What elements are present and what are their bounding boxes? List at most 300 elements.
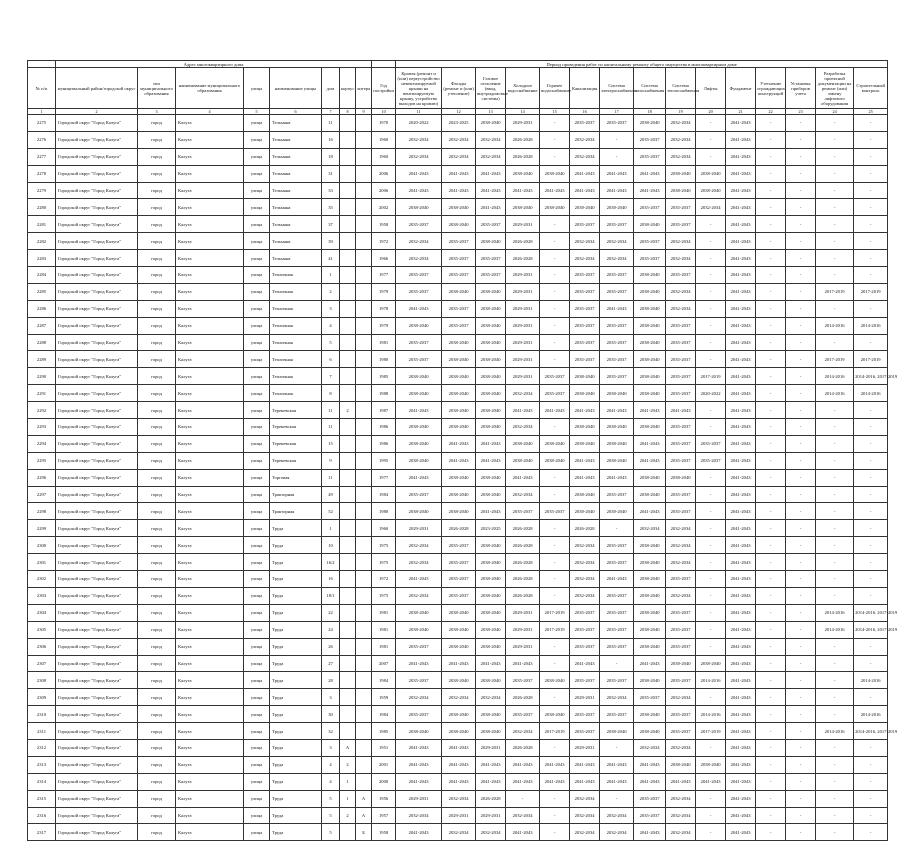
table-cell: - <box>696 638 726 655</box>
table-cell: улица <box>244 199 270 216</box>
table-cell: - <box>786 115 816 132</box>
table-cell: 2035-2037 <box>396 486 442 503</box>
table-cell: Калуга <box>176 689 244 706</box>
table-cell: - <box>786 486 816 503</box>
table-cell <box>356 587 372 604</box>
table-cell <box>356 756 372 773</box>
table-cell: - <box>854 824 888 841</box>
table-cell: 2035-2037 <box>570 267 600 284</box>
table-cell: - <box>786 587 816 604</box>
table-cell: 4 <box>322 756 340 773</box>
table-cell: - <box>786 435 816 452</box>
table-cell: 2035-2037 <box>600 604 634 621</box>
table-cell: 2035-2037 <box>666 334 696 351</box>
table-cell: 2032-2034 <box>570 537 600 554</box>
table-cell: 2041-2043 <box>726 723 756 740</box>
table-cell: 2041-2043 <box>634 165 666 182</box>
column-header: Установка приборов учета <box>786 68 816 109</box>
row-number-cell: 2312 <box>28 739 56 756</box>
table-cell: - <box>756 655 786 672</box>
table-cell: улица <box>244 554 270 571</box>
table-cell: 2014-2016 <box>854 706 888 723</box>
row-number-cell: 2308 <box>28 672 56 689</box>
table-cell <box>340 503 356 520</box>
column-header: Год постройки <box>372 68 396 109</box>
table-row <box>28 807 888 824</box>
table-cell: - <box>854 587 888 604</box>
table-cell: Городской округ "Город Калуга" <box>56 165 138 182</box>
table-cell <box>356 689 372 706</box>
table-cell: 2041-2043 <box>634 435 666 452</box>
table-cell: 2035-2037 <box>696 452 726 469</box>
row-number-cell: 2309 <box>28 689 56 706</box>
table-cell: город <box>138 571 176 588</box>
table-cell: - <box>540 216 570 233</box>
table-cell: Городской округ "Город Калуга" <box>56 604 138 621</box>
table-cell: - <box>816 216 854 233</box>
table-cell: 2035-2037 <box>666 368 696 385</box>
table-cell: Калуга <box>176 402 244 419</box>
table-cell: 2038-2040 <box>666 182 696 199</box>
table-cell: город <box>138 689 176 706</box>
table-cell: - <box>786 638 816 655</box>
table-cell: Труда <box>270 655 322 672</box>
table-cell: 2038-2040 <box>442 503 476 520</box>
table-cell <box>340 520 356 537</box>
table-cell: 2041-2043 <box>506 469 540 486</box>
table-cell: 2038-2040 <box>666 469 696 486</box>
table-cell: город <box>138 554 176 571</box>
table-row <box>28 706 888 723</box>
table-cell: 2041-2043 <box>726 807 756 824</box>
table-cell: Городской округ "Город Калуга" <box>56 131 138 148</box>
table-cell <box>340 115 356 132</box>
table-cell: - <box>786 503 816 520</box>
row-number-cell: 2313 <box>28 756 56 773</box>
table-cell: 2035-2037 <box>666 317 696 334</box>
table-cell <box>356 435 372 452</box>
table-cell: 2041-2043 <box>600 571 634 588</box>
table-cell: 2035-2037 <box>442 300 476 317</box>
table-cell <box>356 537 372 554</box>
table-cell: - <box>786 739 816 756</box>
table-cell: 2038-2040 <box>442 334 476 351</box>
column-number: 22 <box>756 109 786 115</box>
table-cell: 37 <box>322 216 340 233</box>
column-number: 2 <box>56 109 138 115</box>
table-cell: Калуга <box>176 672 244 689</box>
table-cell: Калуга <box>176 520 244 537</box>
table-cell: - <box>854 165 888 182</box>
table-cell: - <box>854 115 888 132</box>
table-cell: 2035-2037 <box>666 435 696 452</box>
table-cell: 2038-2040 <box>634 283 666 300</box>
table-cell: 2032-2034 <box>570 807 600 824</box>
table-cell <box>340 621 356 638</box>
table-cell: 2038-2040 <box>476 571 506 588</box>
table-cell: - <box>816 503 854 520</box>
table-cell: 2041-2043 <box>634 452 666 469</box>
table-cell: 5 <box>322 807 340 824</box>
table-cell: улица <box>244 773 270 790</box>
table-cell: Калуга <box>176 250 244 267</box>
table-cell: - <box>786 807 816 824</box>
table-cell: 2041-2043 <box>726 537 756 554</box>
table-cell: - <box>756 435 786 452</box>
table-cell: 1980 <box>372 503 396 520</box>
table-cell: - <box>756 756 786 773</box>
table-cell: 2041-2043 <box>396 571 442 588</box>
table-cell: 2041-2043 <box>442 435 476 452</box>
row-number-cell: 2288 <box>28 334 56 351</box>
table-cell: 2041-2043 <box>600 300 634 317</box>
table-cell: 2035-2037 <box>570 283 600 300</box>
column-header: Холодное водоснабжение <box>506 68 540 109</box>
table-cell <box>340 587 356 604</box>
table-cell: 2038-2040 <box>634 300 666 317</box>
table-cell: 7 <box>322 368 340 385</box>
table-cell: 2035-2037 <box>396 638 442 655</box>
table-cell: 1 <box>322 267 340 284</box>
table-cell: - <box>756 419 786 436</box>
table-row <box>28 638 888 655</box>
table-cell: Труда <box>270 706 322 723</box>
table-cell: 2032-2034 <box>396 148 442 165</box>
table-cell: - <box>786 368 816 385</box>
row-number-cell: 2300 <box>28 537 56 554</box>
table-cell: - <box>696 587 726 604</box>
row-number-cell: 2276 <box>28 131 56 148</box>
table-cell: Калуга <box>176 655 244 672</box>
table-cell <box>340 638 356 655</box>
table-cell: улица <box>244 283 270 300</box>
table-row <box>28 604 888 621</box>
table-cell: 2038-2040 <box>442 216 476 233</box>
table-cell <box>356 503 372 520</box>
table-cell: Тепличная <box>270 368 322 385</box>
table-cell: 2035-2037 <box>396 216 442 233</box>
row-number-cell: 2292 <box>28 402 56 419</box>
table-cell: 2029-2031 <box>506 638 540 655</box>
table-cell: 2041-2043 <box>726 267 756 284</box>
table-cell: 2035-2037 <box>696 435 726 452</box>
table-cell: 11 <box>322 419 340 436</box>
table-cell <box>340 452 356 469</box>
table-cell: 2014-2016, 2017-2019 <box>854 368 888 385</box>
table-cell: 2038-2040 <box>396 435 442 452</box>
table-cell: 2029-2031 <box>570 689 600 706</box>
table-row <box>28 267 888 284</box>
table-cell: 2035-2037 <box>442 554 476 571</box>
table-cell: 2038-2040 <box>600 452 634 469</box>
table-cell: 2029-2031 <box>506 317 540 334</box>
table-cell: 11 <box>322 115 340 132</box>
table-cell: 2 <box>340 807 356 824</box>
table-cell: 2035-2037 <box>396 706 442 723</box>
table-cell: 2032-2034 <box>396 807 442 824</box>
table-cell: 2032-2034 <box>666 807 696 824</box>
table-cell <box>356 148 372 165</box>
table-cell: 2032-2034 <box>570 571 600 588</box>
table-cell: 2035-2037 <box>666 199 696 216</box>
column-header: Система газоснабжения <box>634 68 666 109</box>
table-cell: - <box>786 723 816 740</box>
table-cell: 2041-2043 <box>726 503 756 520</box>
column-number: 8 <box>340 109 356 115</box>
row-number-cell: 2294 <box>28 435 56 452</box>
table-cell: - <box>786 148 816 165</box>
table-cell: - <box>816 165 854 182</box>
table-cell: - <box>786 419 816 436</box>
table-cell: 2038-2040 <box>634 621 666 638</box>
table-cell: 2026-2028 <box>506 148 540 165</box>
table-cell: 2041-2043 <box>506 182 540 199</box>
table-cell: улица <box>244 520 270 537</box>
table-cell <box>356 486 372 503</box>
table-cell: - <box>756 672 786 689</box>
table-cell: 2038-2040 <box>476 537 506 554</box>
table-cell: улица <box>244 216 270 233</box>
table-cell: 2035-2037 <box>570 216 600 233</box>
table-cell: город <box>138 267 176 284</box>
table-cell: улица <box>244 233 270 250</box>
table-cell: 2029-2031 <box>506 351 540 368</box>
table-cell: 2038-2040 <box>442 469 476 486</box>
table-cell: Калуга <box>176 182 244 199</box>
table-cell: 2032-2034 <box>666 587 696 604</box>
table-cell: 1975 <box>372 554 396 571</box>
table-cell: - <box>696 621 726 638</box>
table-cell: - <box>756 250 786 267</box>
table-cell: 2020-2022 <box>696 385 726 402</box>
table-cell: - <box>816 233 854 250</box>
table-row <box>28 790 888 807</box>
table-cell: Городской округ "Город Калуга" <box>56 571 138 588</box>
group-header-periods: Период проведения работ по капитальному ремонту общего имущества в многоквартирном доме <box>396 61 888 68</box>
table-cell: 2035-2037 <box>634 199 666 216</box>
table-cell: - <box>696 267 726 284</box>
table-cell: 2017-2019 <box>696 723 726 740</box>
column-number: 24 <box>816 109 854 115</box>
table-cell: Калуга <box>176 233 244 250</box>
table-cell: 1975 <box>372 537 396 554</box>
table-cell: город <box>138 638 176 655</box>
table-cell: - <box>540 351 570 368</box>
table-cell: 2041-2043 <box>476 655 506 672</box>
table-cell: 2035-2037 <box>396 267 442 284</box>
table-cell: 2035-2037 <box>570 672 600 689</box>
row-number-cell: 2283 <box>28 250 56 267</box>
table-cell: 2029-2031 <box>506 621 540 638</box>
table-cell: 1951 <box>372 739 396 756</box>
table-cell: 1960 <box>372 131 396 148</box>
table-cell: - <box>816 638 854 655</box>
table-cell: улица <box>244 571 270 588</box>
table-cell: - <box>756 807 786 824</box>
table-cell: 2041-2043 <box>476 435 506 452</box>
table-cell: 2038-2040 <box>476 621 506 638</box>
table-cell: 2041-2043 <box>726 131 756 148</box>
table-cell <box>340 824 356 841</box>
table-cell: 2041-2043 <box>726 621 756 638</box>
table-cell: 2041-2043 <box>476 503 506 520</box>
table-cell: 2032-2034 <box>506 723 540 740</box>
table-cell: улица <box>244 334 270 351</box>
table-cell: - <box>696 790 726 807</box>
table-cell: 2038-2040 <box>570 385 600 402</box>
table-cell: Тепличная <box>270 267 322 284</box>
table-cell: 2032-2034 <box>396 587 442 604</box>
table-cell: - <box>696 419 726 436</box>
table-cell: 2035-2037 <box>476 267 506 284</box>
column-number: 11 <box>396 109 442 115</box>
table-cell: город <box>138 452 176 469</box>
row-number-cell: 2275 <box>28 115 56 132</box>
table-cell: 2017-2019 <box>854 283 888 300</box>
table-cell: 2038-2040 <box>396 723 442 740</box>
table-cell: - <box>854 216 888 233</box>
table-cell: 2029-2031 <box>506 334 540 351</box>
table-cell: - <box>786 131 816 148</box>
table-cell: 2041-2043 <box>506 773 540 790</box>
table-cell: - <box>756 689 786 706</box>
table-cell: 2035-2037 <box>600 368 634 385</box>
column-header: муниципальный район/городской округ <box>56 68 138 109</box>
table-cell: Калуга <box>176 824 244 841</box>
table-cell: - <box>816 115 854 132</box>
table-cell: - <box>756 503 786 520</box>
table-cell: Калуга <box>176 790 244 807</box>
table-cell: - <box>600 790 634 807</box>
table-cell: 2035-2037 <box>634 790 666 807</box>
table-cell <box>356 115 372 132</box>
table-cell: 1960 <box>372 148 396 165</box>
table-cell: 2038-2040 <box>634 486 666 503</box>
row-number-cell: 2287 <box>28 317 56 334</box>
table-cell: 2041-2043 <box>506 824 540 841</box>
table-cell: 2035-2037 <box>570 706 600 723</box>
table-cell: 2038-2040 <box>476 385 506 402</box>
table-cell: - <box>506 790 540 807</box>
table-cell: город <box>138 469 176 486</box>
row-number-cell: 2278 <box>28 165 56 182</box>
table-cell: 2035-2037 <box>600 317 634 334</box>
table-cell: Тепличная <box>270 300 322 317</box>
table-cell: 2038-2040 <box>442 283 476 300</box>
table-cell: 2041-2043 <box>570 402 600 419</box>
table-cell: 2041-2043 <box>396 773 442 790</box>
table-cell: Калуга <box>176 604 244 621</box>
table-cell: - <box>600 520 634 537</box>
table-cell: 2032-2034 <box>666 148 696 165</box>
table-cell: 2014-2016, 2017-2019 <box>854 604 888 621</box>
table-cell: Тельмана <box>270 131 322 148</box>
table-cell: Городской округ "Город Калуга" <box>56 435 138 452</box>
table-cell: 2035-2037 <box>540 385 570 402</box>
table-cell: Калуга <box>176 435 244 452</box>
table-cell: 2032-2034 <box>396 131 442 148</box>
table-cell: 22 <box>322 604 340 621</box>
table-cell: 2035-2037 <box>634 131 666 148</box>
table-cell: 2038-2040 <box>476 419 506 436</box>
row-number-cell: 2302 <box>28 571 56 588</box>
table-cell: - <box>756 638 786 655</box>
table-cell: - <box>854 520 888 537</box>
table-cell <box>340 571 356 588</box>
table-cell: Калуга <box>176 317 244 334</box>
table-cell: 2035-2037 <box>600 351 634 368</box>
table-cell: 2026-2028 <box>476 790 506 807</box>
table-cell: 2041-2043 <box>634 773 666 790</box>
table-cell: 30 <box>322 706 340 723</box>
table-cell: Калуга <box>176 216 244 233</box>
table-cell: Калуга <box>176 368 244 385</box>
table-cell: 2038-2040 <box>396 621 442 638</box>
table-row <box>28 739 888 756</box>
table-cell <box>340 435 356 452</box>
table-cell: улица <box>244 503 270 520</box>
table-cell: 2038-2040 <box>506 435 540 452</box>
table-cell: 1 <box>322 520 340 537</box>
row-number-cell: 2290 <box>28 368 56 385</box>
table-cell <box>340 199 356 216</box>
row-number-cell: 2304 <box>28 604 56 621</box>
table-cell: - <box>786 689 816 706</box>
table-cell: 2038-2040 <box>442 419 476 436</box>
table-cell <box>340 131 356 148</box>
table-cell <box>356 351 372 368</box>
table-cell: 2032-2034 <box>666 790 696 807</box>
table-cell: - <box>696 604 726 621</box>
table-cell: 2029-2031 <box>396 790 442 807</box>
table-cell: 2041-2043 <box>570 182 600 199</box>
table-cell: 2041-2043 <box>726 604 756 621</box>
table-cell: - <box>786 452 816 469</box>
table-cell <box>356 621 372 638</box>
table-cell: 1966 <box>372 250 396 267</box>
table-cell: 2041-2043 <box>476 165 506 182</box>
table-cell: 2038-2040 <box>442 638 476 655</box>
table-cell: 2038-2040 <box>442 402 476 419</box>
table-cell: 15 <box>322 435 340 452</box>
table-cell: 2023-2025 <box>476 520 506 537</box>
table-cell: 1981 <box>372 604 396 621</box>
table-cell: 1986 <box>372 419 396 436</box>
table-cell: - <box>540 317 570 334</box>
row-number-cell: 2305 <box>28 621 56 638</box>
table-cell: - <box>540 419 570 436</box>
table-cell: 2014-2016 <box>816 368 854 385</box>
table-cell: Калуга <box>176 537 244 554</box>
table-cell: 2035-2037 <box>634 148 666 165</box>
table-cell: - <box>696 571 726 588</box>
table-cell: 2035-2037 <box>476 250 506 267</box>
table-cell <box>356 452 372 469</box>
table-cell: - <box>696 351 726 368</box>
table-cell <box>340 283 356 300</box>
table-cell: 2032-2034 <box>396 233 442 250</box>
table-cell: 2038-2040 <box>442 672 476 689</box>
table-cell: - <box>696 115 726 132</box>
table-cell: город <box>138 216 176 233</box>
table-cell: город <box>138 503 176 520</box>
table-cell <box>356 706 372 723</box>
table-cell: 2038-2040 <box>600 199 634 216</box>
table-cell: 2029-2031 <box>506 283 540 300</box>
table-cell: Калуга <box>176 486 244 503</box>
table-cell: 2038-2040 <box>696 182 726 199</box>
table-cell: 2038-2040 <box>476 486 506 503</box>
